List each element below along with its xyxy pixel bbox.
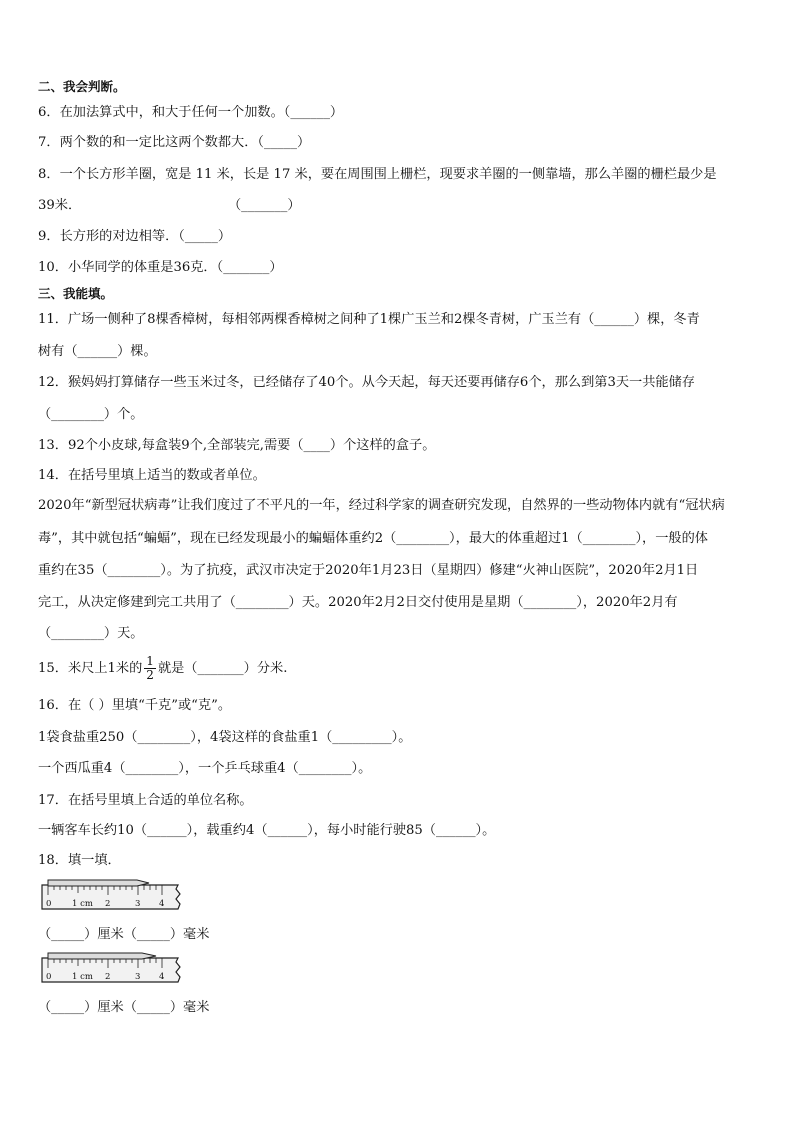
- question-12-line1: 12．猴妈妈打算储存一些玉米过冬，已经储存了40个。从今天起，每天还要再储存6个，那么到第3天一共能储存: [38, 375, 695, 390]
- ruler-1-label-4: 4: [159, 899, 165, 909]
- question-18-answer-1: （_____）厘米（_____）毫米: [38, 927, 210, 942]
- ruler-1: [40, 877, 185, 913]
- ruler-2-label-1cm: 1 cm: [72, 972, 93, 982]
- question-14-line1: 2020年“新型冠状病毒”让我们度过了不平凡的一年，经过科学家的调查研究发现，自然界的一些动物体内就有“冠状病: [38, 498, 725, 513]
- ruler-1-label-2: 2: [105, 899, 111, 909]
- question-11-line2: 树有（______）棵。: [38, 344, 157, 359]
- section-title-fill: 三、我能填。: [38, 286, 114, 301]
- ruler-1-label-0: 0: [46, 899, 52, 909]
- question-14-line4: 完工，从决定修建到完工共用了（________）天。2020年2月2日交付使用是星期（________），2020年2月有: [38, 595, 678, 610]
- question-17-title: 17．在括号里填上合适的单位名称。: [38, 793, 253, 808]
- question-14-line2: 毒”，其中就包括“蝙蝠”，现在已经发现最小的蝙蝠体重约2（________），最大的体重超过1（________），一般的体: [38, 531, 708, 546]
- question-8-blank: （_______）: [228, 198, 301, 213]
- ruler-2-label-2: 2: [105, 972, 111, 982]
- question-10: 10．小华同学的体重是36克．（_______）: [38, 260, 283, 275]
- fraction-denominator: 2: [146, 668, 154, 682]
- ruler-2-label-0: 0: [46, 972, 52, 982]
- question-18-title: 18．填一填．: [38, 853, 121, 868]
- ruler-2-label-4: 4: [159, 972, 165, 982]
- question-8-text: 39米．: [38, 198, 82, 213]
- question-8-line2: [38, 197, 774, 215]
- question-18-answer-2: （_____）厘米（_____）毫米: [38, 1000, 210, 1015]
- question-12-line2: （________）个。: [38, 407, 144, 422]
- ruler-2-label-3: 3: [135, 972, 141, 982]
- question-15-post: 就是（_______）分米.: [157, 661, 288, 676]
- question-14-title: 14．在括号里填上适当的数或者单位。: [38, 468, 266, 483]
- question-6: 6．在加法算式中，和大于任何一个加数。（______）: [38, 105, 344, 120]
- ruler-1-label-1cm: 1 cm: [72, 899, 93, 909]
- question-15-pre: 15．米尺上1米的: [38, 661, 143, 676]
- question-14-line5: （________）天。: [38, 626, 144, 641]
- ruler-1-label-3: 3: [135, 899, 141, 909]
- fraction-numerator: 1: [146, 654, 154, 668]
- section-title-judge: 二、我会判断。: [38, 79, 126, 94]
- fraction: [144, 655, 156, 682]
- question-7: 7．两个数的和一定比这两个数都大．（_____）: [38, 135, 311, 150]
- pencil-1: [48, 880, 149, 886]
- ruler-2: [40, 950, 185, 986]
- question-14-line3: 重约在35（________）。为了抗疫，武汉市决定于2020年1月23日（星期四）修建“火神山医院”，2020年2月1日: [38, 563, 699, 578]
- question-8-line1: 8．一个长方形羊圈，宽是 11 米，长是 17 米，要在周围围上栅栏，现要求羊圈的一侧靠墙，那么羊圈的栅栏最少是: [38, 167, 717, 182]
- question-16-line2: 一个西瓜重4（________），一个乒乓球重4（________）。: [38, 761, 372, 776]
- question-16-line1: 1袋食盐重250（________），4袋这样的食盐重1（_________）。: [38, 730, 412, 745]
- question-9: 9．长方形的对边相等．（_____）: [38, 229, 232, 244]
- question-17-line1: 一辆客车长约10（______），载重约4（______），每小时能行驶85（______）。: [38, 823, 496, 838]
- question-11-line1: 11．广场一侧种了8棵香樟树，每相邻两棵香樟树之间种了1棵广玉兰和2棵冬青树，广玉兰有（______）棵，冬青: [38, 312, 700, 327]
- question-13: 13．92个小皮球,每盒装9个,全部装完,需要（____）个这样的盒子。: [38, 438, 436, 453]
- pencil-2: [48, 953, 156, 959]
- question-15: [38, 654, 774, 684]
- question-16-title: 16．在（ ）里填“千克”或“克”。: [38, 698, 232, 713]
